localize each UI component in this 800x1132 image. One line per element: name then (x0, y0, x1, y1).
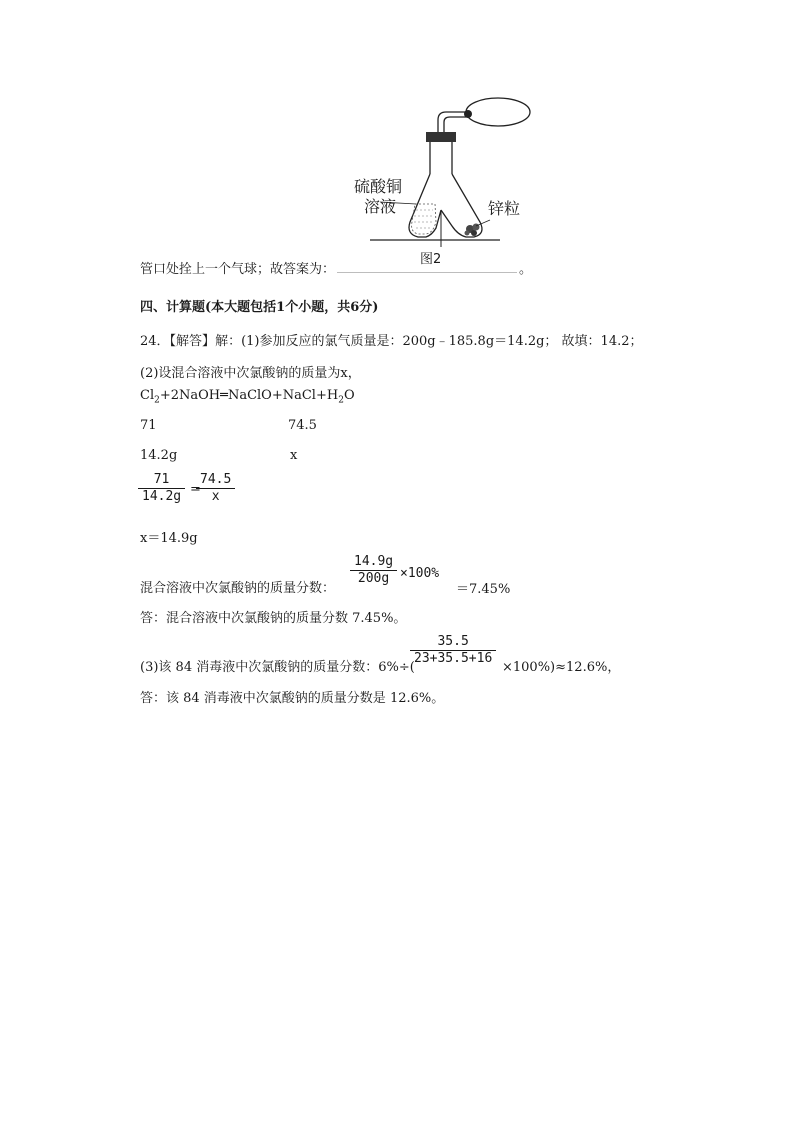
label-copper-sulfate-line2: 溶液 (364, 197, 397, 216)
fraction-den: 200g (357, 571, 390, 586)
eq-cl: Cl (140, 388, 155, 403)
proportion-den2: x (211, 489, 220, 504)
eq-end: O (343, 388, 355, 403)
proportion-den1: 14.2g (142, 489, 182, 504)
part1-text: 解：(1)参加反应的氯气质量是：200g﹣185.8g＝14.2g； 故填：14.2； (215, 334, 643, 349)
mass-fraction (350, 554, 397, 587)
x-result: x＝14.9g (140, 531, 198, 546)
q24-part1 (140, 330, 643, 349)
apparatus-figure (340, 92, 540, 272)
label-zinc-granules: 锌粒 (488, 199, 521, 218)
part3-label: (3)该 84 消毒液中次氯酸钠的质量分数：6%÷( (140, 660, 415, 675)
answer-blank (337, 262, 517, 273)
fraction-label: 混合溶液中次氯酸钠的质量分数： (140, 581, 336, 596)
mass-ratio-right: 74.5 (288, 418, 317, 433)
balloon-answer-text: 管口处拴上一个气球；故答案为： (140, 262, 336, 277)
proportion-num2: 74.5 (200, 472, 232, 487)
answer-part3: 答：该 84 消毒液中次氯酸钠的质量分数是 12.6%。 (140, 691, 445, 706)
mass-ratio-left: 71 (140, 418, 157, 433)
part3-fraction-den: 23+35.5+16 (414, 651, 493, 666)
actual-mass-left: 14.2g (140, 448, 178, 463)
part3-fraction (410, 634, 496, 667)
proportion-equals: = (190, 482, 201, 497)
proportion-fraction-right (196, 472, 235, 505)
chemical-equation (140, 388, 355, 406)
proportion-fraction-left (138, 472, 185, 505)
actual-mass-right: x (290, 448, 298, 463)
eq-middle: +2NaOH═NaClO+NaCl+H (159, 388, 339, 403)
eq-cl-sub: 2 (154, 395, 160, 406)
eq-h-sub: 2 (338, 395, 344, 406)
label-copper-sulfate-line1: 硫酸铜 (354, 177, 403, 196)
part3-end: ×100%)≈12.6%， (502, 660, 621, 675)
balloon-answer-end: 。 (519, 262, 533, 277)
figure-caption: 图2 (420, 252, 442, 267)
part2-intro: (2)设混合溶液中次氯酸钠的质量为x， (140, 366, 361, 381)
question-number: 24． (140, 334, 170, 349)
balloon-answer-line (140, 258, 532, 277)
part3-fraction-num: 35.5 (437, 634, 469, 649)
proportion-num1: 71 (153, 472, 170, 487)
fraction-num: 14.9g (354, 554, 394, 569)
answer-tag: 【解答】 (169, 334, 216, 349)
fraction-times: ×100% (400, 566, 440, 581)
answer-part2: 答：混合溶液中次氯酸钠的质量分数 7.45%。 (140, 611, 407, 626)
fraction-result: ＝7.45% (456, 582, 511, 597)
section-heading: 四、计算题(本大题包括1个小题，共6分) (140, 300, 379, 315)
